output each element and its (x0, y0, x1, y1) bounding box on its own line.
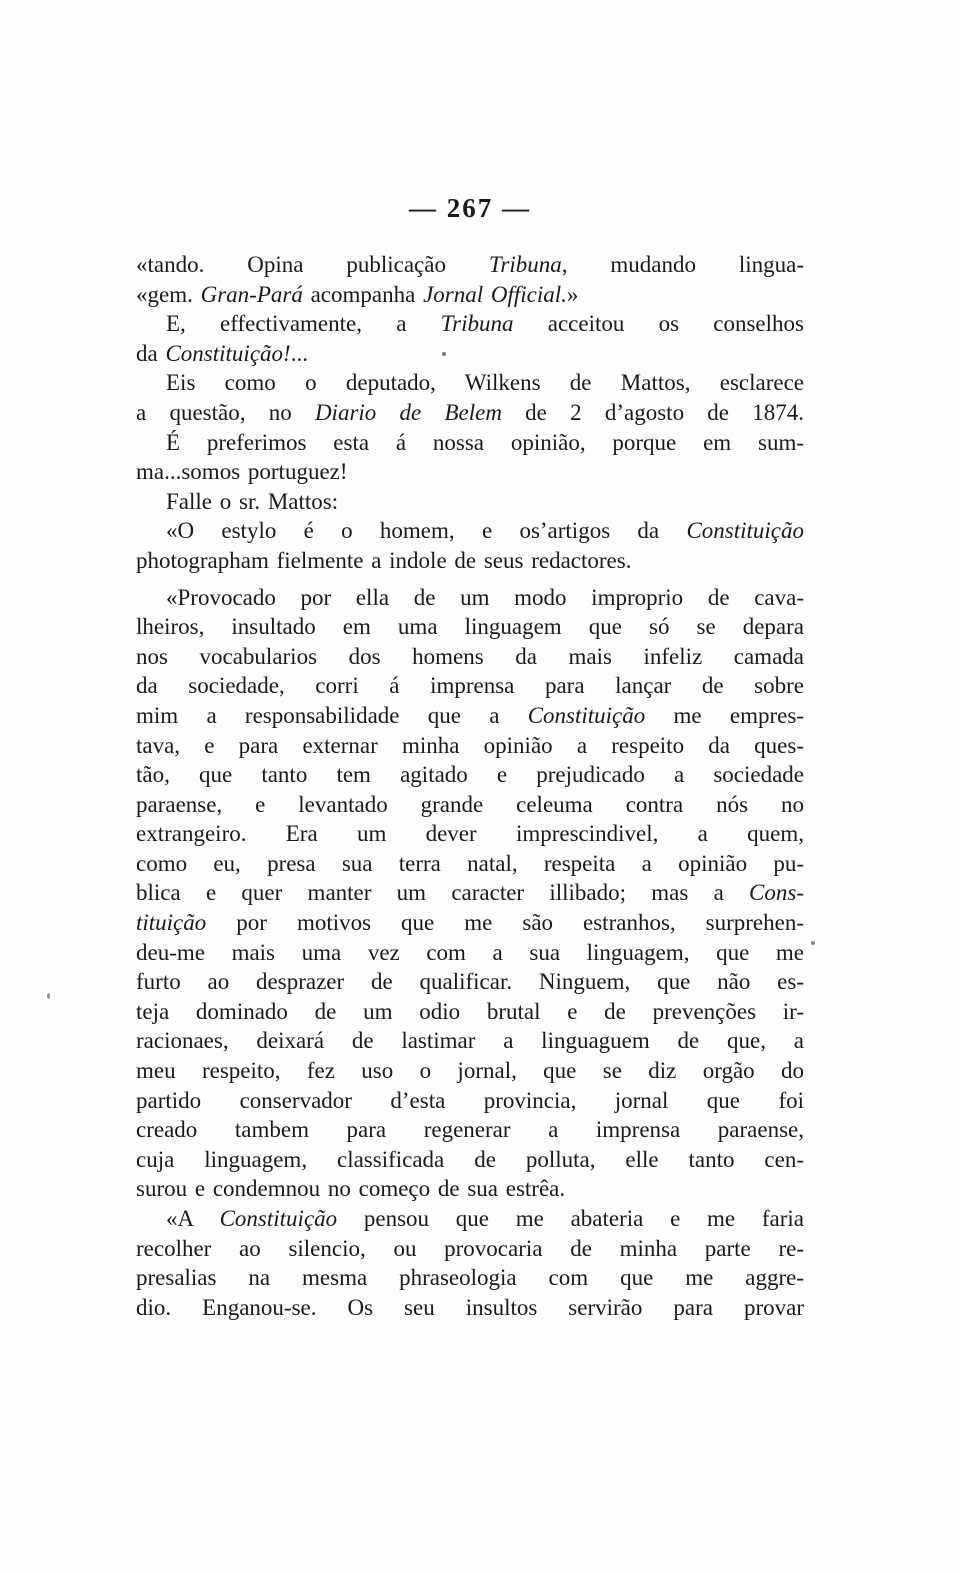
text-line: «A Constituição pensou que me abateria e me faria (166, 1206, 804, 1231)
text-line: tituição por motivos que me são estranhos, surprehen- (136, 910, 804, 936)
text-line: mim a responsabilidade que a Constituição me empres- (136, 702, 804, 728)
text-line: da sociedade, corri á imprensa para lançar de sobre (136, 673, 804, 699)
text-line: da Constituição!... (136, 340, 308, 366)
text-line: photographam fielmente a indole de seus redactores. (136, 547, 632, 573)
text-line: paraense, e levantado grande celeuma contra nós no (136, 791, 804, 817)
text-line: tão, que tanto tem agitado e prejudicado a sociedade (136, 762, 804, 788)
text-line: dio. Enganou-se. Os seu insultos servirão para provar (136, 1294, 804, 1320)
text-line: tava, e para externar minha opinião a respeito da ques- (136, 732, 804, 758)
text-line: meu respeito, fez uso o jornal, que se diz orgão do (136, 1058, 804, 1084)
ink-speck (811, 941, 815, 945)
text-line: Eis como o deputado, Wilkens de Mattos, esclarece (166, 370, 804, 396)
text-line: deu-me mais uma vez com a sua linguagem, que me (136, 939, 804, 965)
text-line: É preferimos esta á nossa opinião, porque em sum- (166, 429, 804, 455)
text-line: «Provocado por ella de um modo improprio de cava- (166, 584, 804, 610)
text-line: ma...somos portuguez! (136, 459, 348, 485)
text-block (136, 250, 804, 1322)
page-number: — 267 — (409, 193, 531, 223)
text-line: E, effectivamente, a Tribuna acceitou os conselhos (166, 311, 804, 337)
ink-speck (442, 352, 446, 356)
text-line: surou e condemnou no começo de sua estrêa. (136, 1176, 566, 1202)
text-line: «O estylo é o homem, e os’artigos da Constituição (166, 518, 804, 544)
text-line: nos vocabularios dos homens da mais infeliz camada (136, 643, 804, 669)
text-line: partido conservador d’esta provincia, jornal que foi (136, 1087, 804, 1113)
text-line: teja dominado de um odio brutal e de prevenções ir- (136, 998, 804, 1024)
text-line: como eu, presa sua terra natal, respeita a opinião pu- (136, 850, 804, 876)
text-line: lheiros, insultado em uma linguagem que só se depara (136, 614, 804, 640)
text-line: Falle o sr. Mattos: (166, 488, 339, 514)
text-line: furto ao desprazer de qualificar. Ninguem, que não es- (136, 969, 804, 995)
text-line: «tando. Opina publicação Tribuna, mudando lingua- (136, 252, 804, 277)
text-line: cuja linguagem, classificada de polluta, elle tanto cen- (136, 1146, 804, 1172)
text-line: «gem. Gran-Pará acompanha Jornal Official.» (136, 281, 579, 307)
text-line: blica e quer manter um caracter illibado; mas a Cons- (136, 880, 804, 906)
text-line: racionaes, deixará de lastimar a linguaguem de que, a (136, 1028, 804, 1054)
ink-speck (47, 993, 50, 999)
text-line: presalias na mesma phraseologia com que me aggre- (136, 1265, 804, 1291)
text-line: recolher ao silencio, ou provocaria de minha parte re- (136, 1235, 804, 1261)
text-line: extrangeiro. Era um dever imprescindivel, a quem, (136, 821, 804, 847)
text-line: a questão, no Diario de Belem de 2 d’agosto de 1874. (136, 399, 805, 425)
text-line: creado tambem para regenerar a imprensa paraense, (136, 1117, 804, 1143)
